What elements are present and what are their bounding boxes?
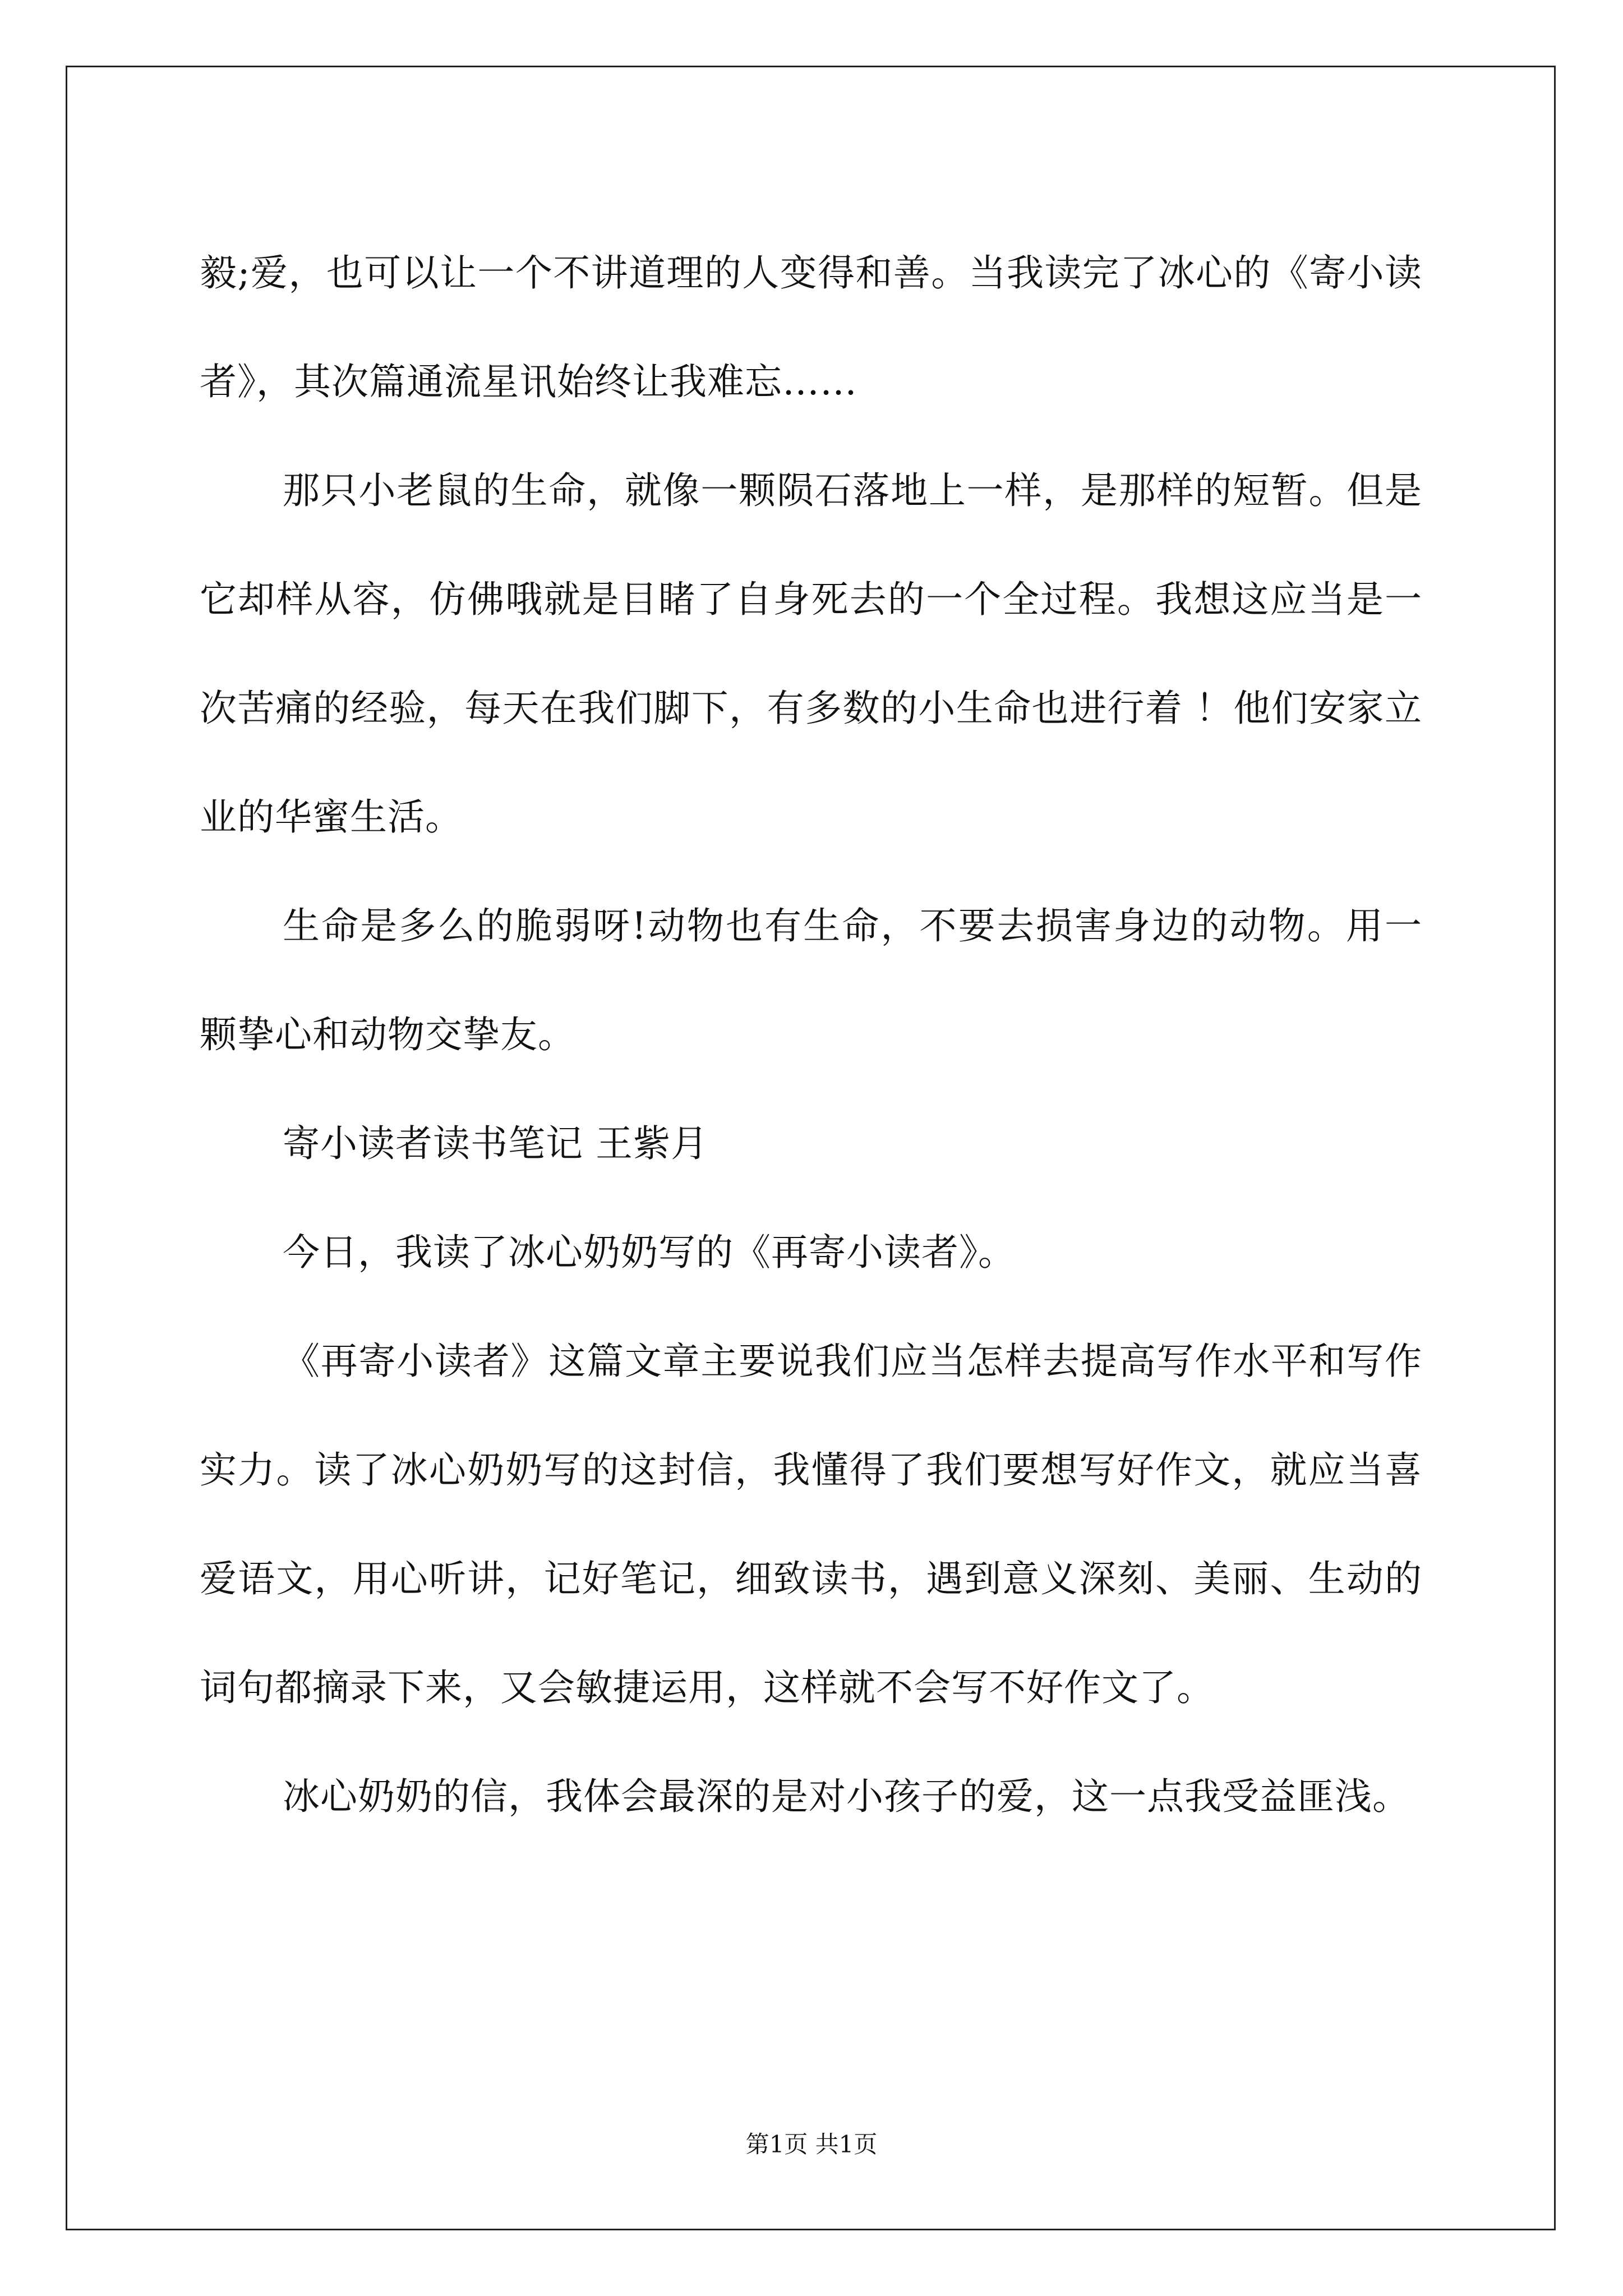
paragraph-5: 《再寄小读者》这篇文章主要说我们应当怎样去提高写作水平和写作实力。读了冰心奶奶写的这封信，我懂得了我们要想写好作文，就应当喜爱语文，用心听讲，记好笔记，细致读书，遇到意义深刻、美丽、生动的词句都摘录下来，又会敏捷运用，这样就不会写不好作文了。	[200, 1340, 1422, 1709]
article-title: 寄小读者读书笔记 王紫月	[283, 1122, 708, 1165]
paragraph-3: 生命是多么的脆弱呀!动物也有生命，不要去损害身边的动物。用一颗挚心和动物交挚友。	[200, 904, 1422, 1056]
document-body	[200, 219, 1422, 1851]
paragraph-1: 毅;爱，也可以让一个不讲道理的人变得和善。当我读完了冰心的《寄小读者》，其次篇通流星讯始终让我难忘……	[200, 251, 1422, 403]
paragraph-2: 那只小老鼠的生命，就像一颗陨石落地上一样，是那样的短暂。但是它却样从容，仿佛哦就是目睹了自身死去的一个全过程。我想这应当是一次苦痛的经验，每天在我们脚下，有多数的小生命也进行着 ！他们安家立业的华蜜生活。	[200, 469, 1422, 839]
page-number-footer: 第1页 共1页	[745, 2131, 878, 2158]
paragraph-4: 今日，我读了冰心奶奶写的《再寄小读者》。	[283, 1231, 1016, 1274]
paragraph-6: 冰心奶奶的信，我体会最深的是对小孩子的爱，这一点我受益匪浅。	[283, 1775, 1410, 1818]
